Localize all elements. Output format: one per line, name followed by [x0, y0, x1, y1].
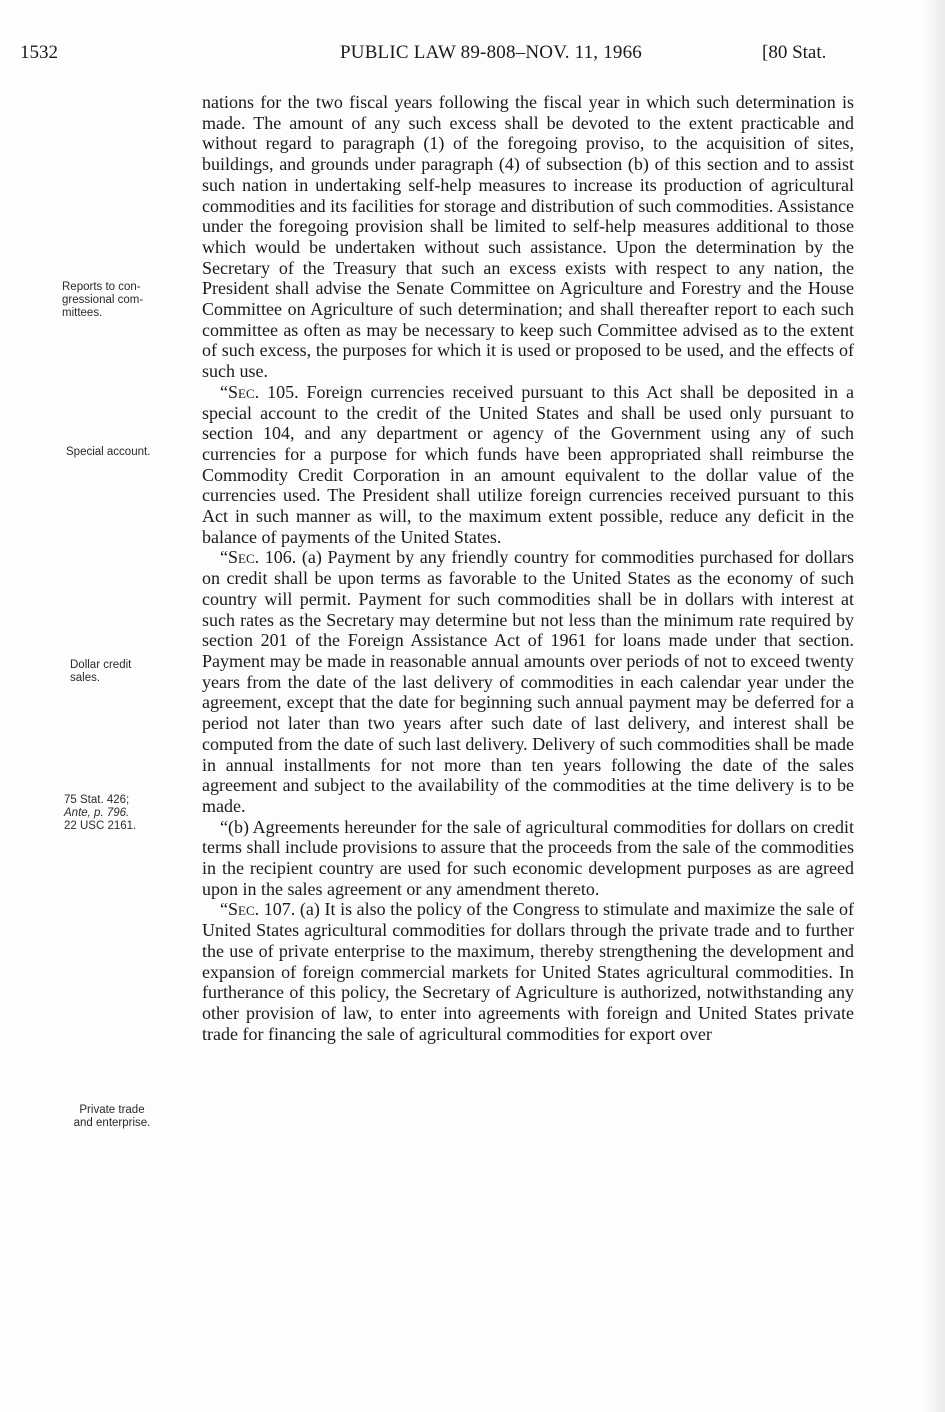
section-label: “Sec. 106. — [220, 547, 297, 568]
margin-note-line: Ante, p. 796. — [64, 807, 130, 819]
margin-note-line: Private trade — [79, 1104, 145, 1116]
margin-note-dollar-credit — [70, 659, 206, 685]
margin-note-statute-citation — [64, 794, 200, 833]
margin-note-line: mittees. — [62, 307, 103, 319]
margin-note-special-account — [66, 446, 202, 459]
margin-note-line: Special account. — [66, 446, 151, 458]
section-label: “Sec. 107. — [220, 899, 296, 920]
section-text: (a) It is also the policy of the Congress to stimulate and maximize the sale of United States agricultural commodities for dollars through the private trade and to further the use of private enterprise to the maximum, thereby strengthening the development and expansion of foreign commercial markets for United States agricultural commodities. In furtherance of this policy, the Secretary of Agriculture is authorized, notwithstanding any other provision of law, to enter into agreements with foreign and United States private trade for financing the sale of agricultural commodities for export over — [202, 899, 854, 1044]
paragraph-continuation: nations for the two fiscal years following the fiscal year in which such determination is made. The amount of any such excess shall be devoted to the extent practicable and without regard to paragraph (1) of the foregoing proviso, to the acquisition of sites, buildings, and grounds under paragraph (4) of subsection (b) of this section and to assist such nation in undertaking self-help measures to increase its production of agricultural commodities and its facilities for storage and distribution of such commodities. Assistance under the foregoing provision shall be limited to self-help measures additional to those which would be undertaken without such assistance. Upon the determination by the Secretary of the Treasury that such an excess exists with respect to any nation, the President shall advise the Senate Committee on Agriculture and Forestry and the House Committee on Agriculture of such determination; and shall thereafter report to each such committee as often as may be necessary to keep such Committee advised as to the extent of such excess, the purposes for which it is used or proposed to be used, and the effects of such use. — [202, 92, 854, 382]
section-text: Foreign currencies received pursuant to this Act shall be deposited in a special account to the credit of the United States and shall be used only pursuant to section 104, and any department or agency of the Government using any of such currencies for a purpose for which funds have been appropriated shall reimburse the Commodity Credit Corporation in an amount equivalent to the dollar value of the currencies used. The President shall utilize foreign currencies received pursuant to this Act in such manner as will, to the maximum extent possible, reduce any deficit in the balance of payments of the United States. — [202, 381, 854, 547]
margin-note-reports — [62, 281, 198, 320]
paragraph-sec-106a — [202, 547, 854, 816]
margin-note-line: and enterprise. — [73, 1117, 151, 1129]
margin-note-line: gressional com- — [62, 294, 144, 306]
margin-note-line: Dollar credit — [70, 659, 132, 671]
paragraph-sec-105 — [202, 382, 854, 548]
margin-note-line: Reports to con- — [62, 281, 141, 293]
margin-note-line: 75 Stat. 426; — [64, 794, 130, 806]
margin-note-line: sales. — [70, 672, 101, 684]
body-text-column — [202, 92, 854, 1044]
margin-note-line: 22 USC 2161. — [64, 820, 137, 832]
page-edge-shadow — [923, 0, 945, 1412]
page-header — [0, 42, 945, 72]
paragraph-sec-106b: “(b) Agreements hereunder for the sale of agricultural commodities for dollars on credit terms shall include provisions to assure that the proceeds from the sale of the commodities in the recipient country are used for such economic development purposes as are agreed upon in the sales agreement or any amendment thereto. — [202, 816, 854, 899]
margin-note-private-trade — [56, 1104, 168, 1130]
statute-reference: [80 Stat. — [762, 42, 827, 63]
paragraph-sec-107a — [202, 899, 854, 1044]
page-number: 1532 — [20, 42, 58, 63]
running-head: PUBLIC LAW 89-808–NOV. 11, 1966 — [340, 42, 642, 63]
section-label: “Sec. 105. — [220, 381, 299, 402]
section-text: (a) Payment by any friendly country for commodities purchased for dollars on credit shall be upon terms as favorable to the United States as the economy of such country will permit. Payment for such commodities shall be in dollars with interest at such rates as the Secretary may determine but not less than the minimum rate required by section 201 of the Foreign Assistance Act of 1961 for loans made under that section. Payment may be made in reasonable annual amounts over periods of not to exceed twenty years from the date of the last delivery of commodities in each calendar year under the agreement, except that the date for beginning such annual payment may be deferred for a period not later than two years after such date of last delivery, and interest shall be computed from the date of such last delivery. Delivery of such commodities shall be made in annual installments for not more than ten years following the date of the sales agreement and subject to the availability of the commodities at the time delivery is to be made. — [202, 547, 854, 816]
